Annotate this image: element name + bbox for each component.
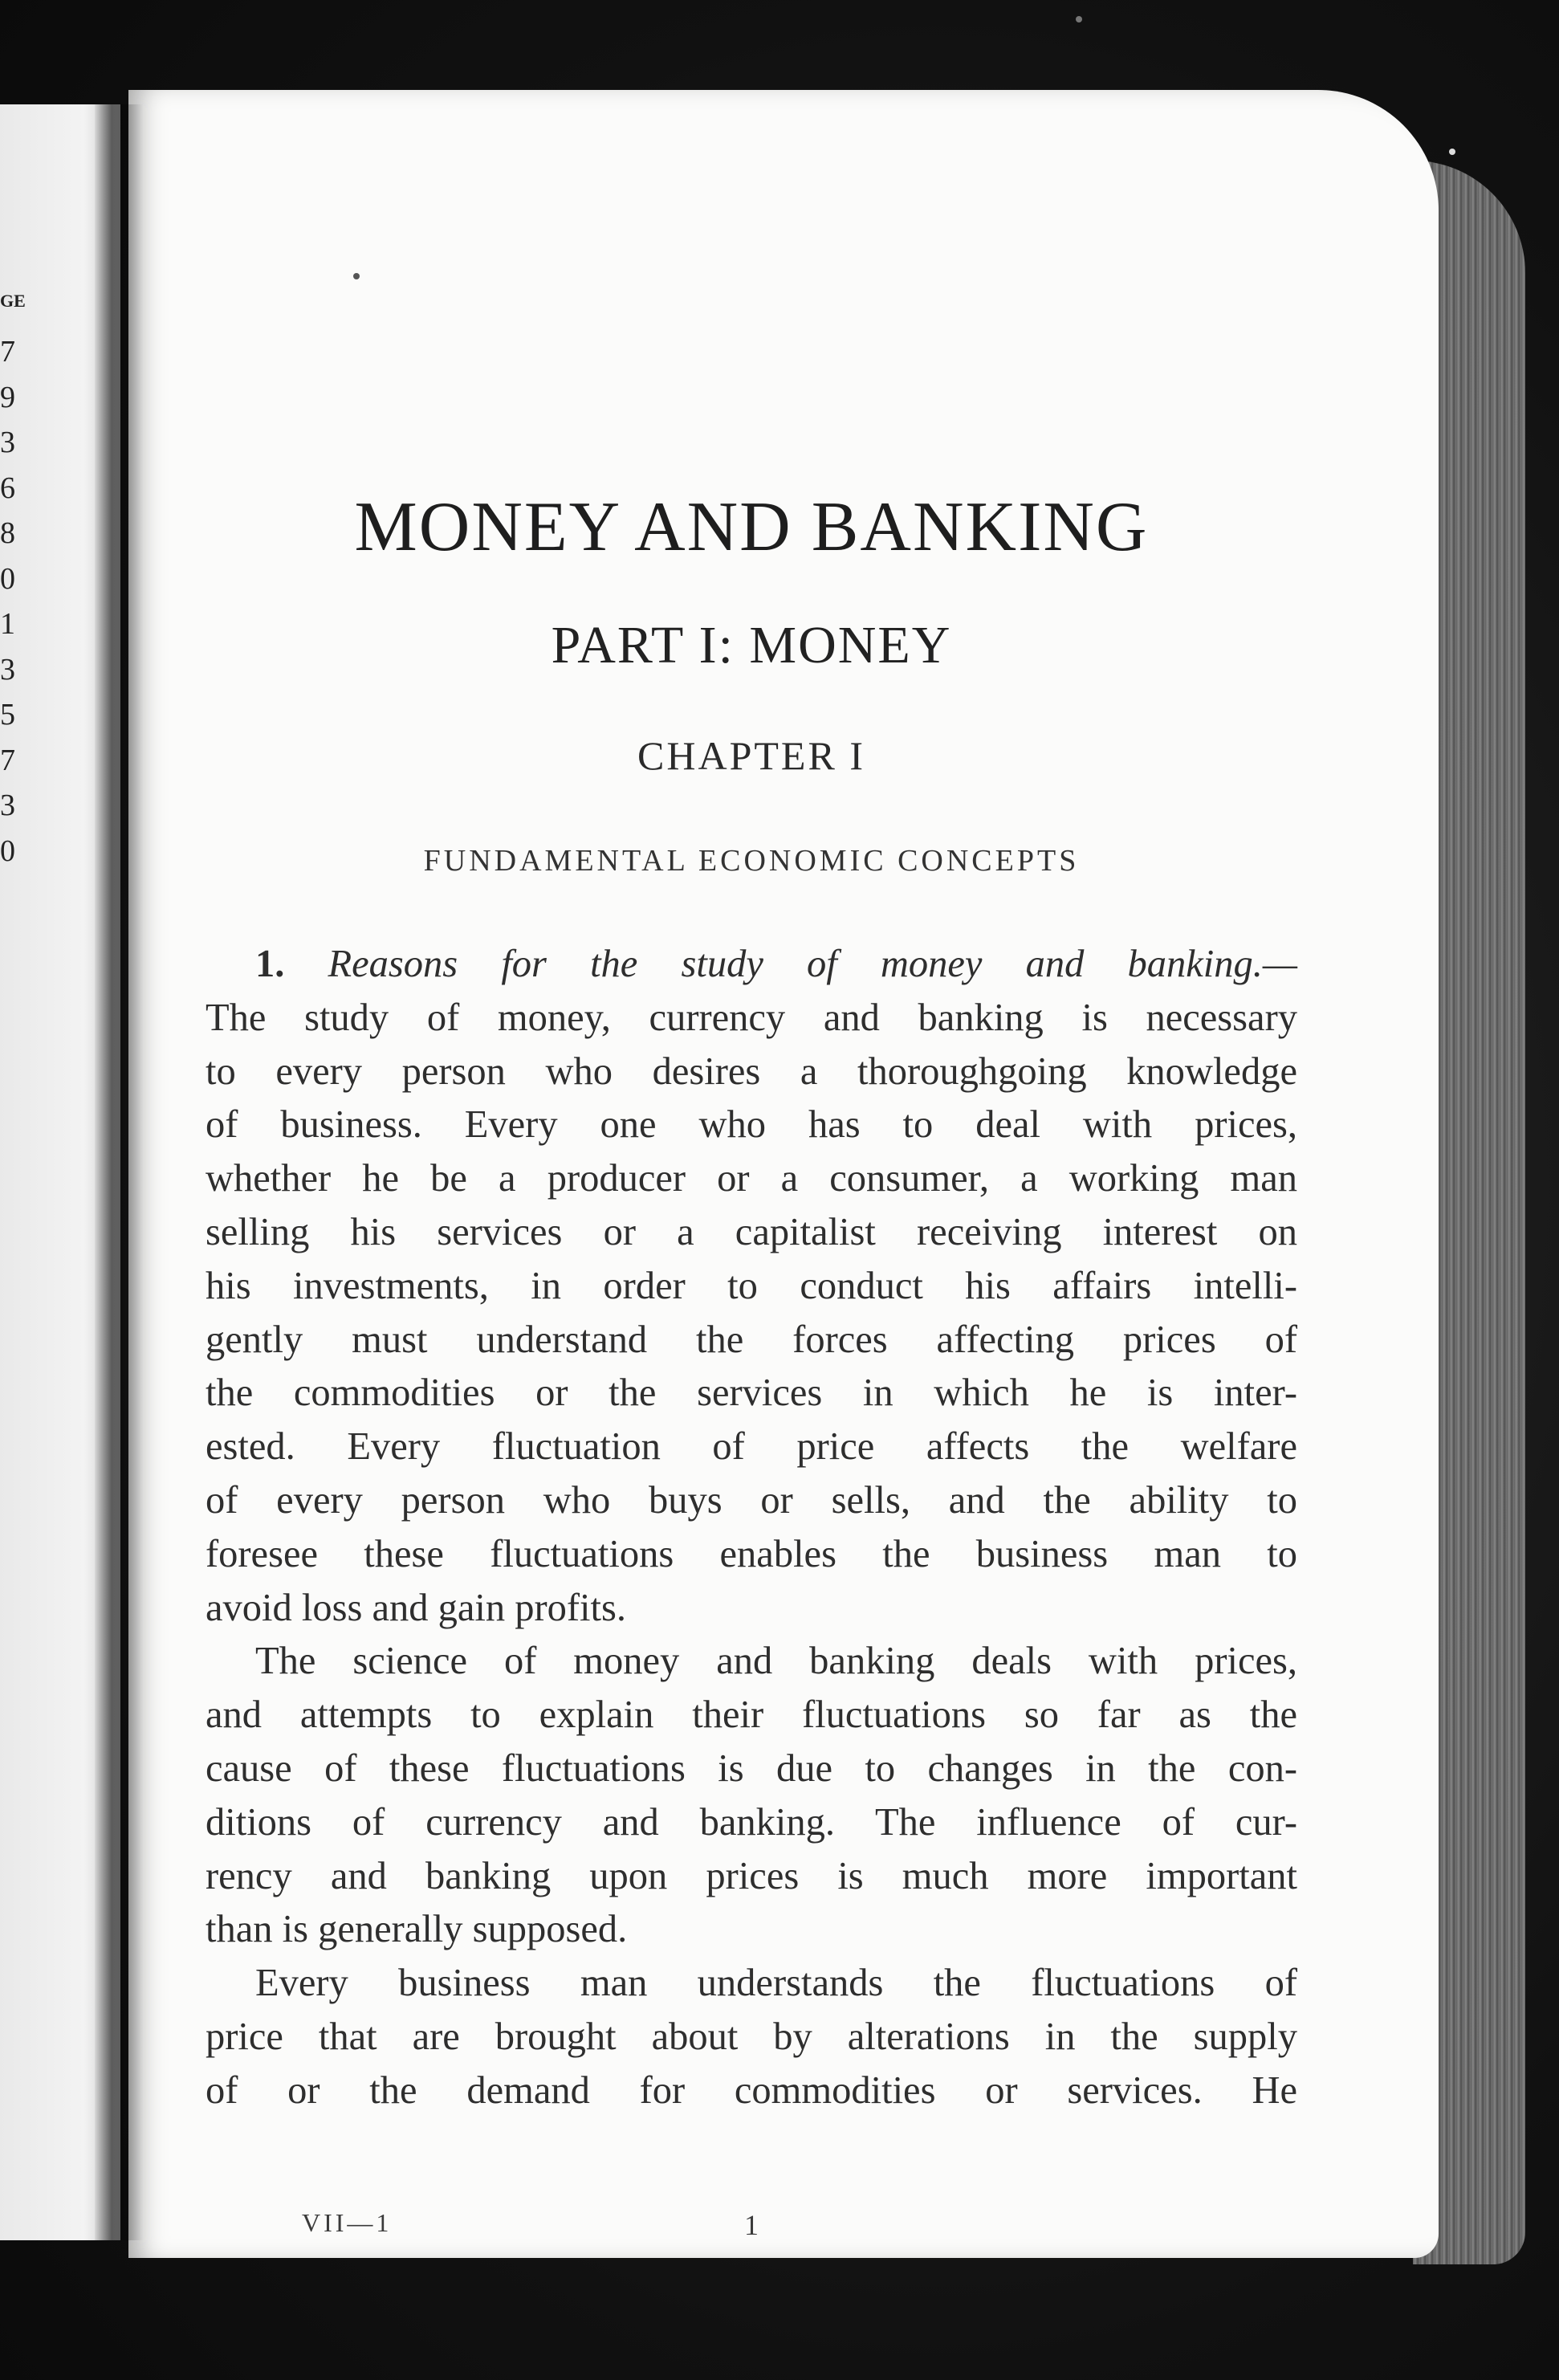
text-line: gently must understand the forces affecting prices of xyxy=(206,1318,1297,1361)
text-line: of every person who buys or sells, and the ability to xyxy=(206,1478,1297,1522)
text-line: rency and banking upon prices is much more important xyxy=(206,1854,1297,1897)
text-line: avoid loss and gain profits. xyxy=(206,1586,627,1629)
previous-page-number: 7 xyxy=(0,743,15,777)
previous-page-number: 3 xyxy=(0,789,15,822)
section-number: 1. xyxy=(255,943,285,985)
text-line: The science of money and banking deals with prices, xyxy=(255,1640,1297,1683)
body-text xyxy=(206,938,1297,2118)
chapter-subtitle: FUNDAMENTAL ECONOMIC CONCEPTS xyxy=(423,844,1080,878)
book-title: MONEY AND BANKING xyxy=(354,488,1149,566)
text-line: and attempts to explain their fluctuations so far as the xyxy=(206,1693,1297,1737)
previous-page-number: 5 xyxy=(0,698,15,732)
text-line: than is generally supposed. xyxy=(206,1908,628,1951)
text-line: Every business man understands the fluctuations of xyxy=(255,1962,1297,2005)
previous-page-number: 3 xyxy=(0,426,15,459)
text-line: the commodities or the services in which he is inter- xyxy=(206,1371,1297,1415)
text-line: whether he be a producer or a consumer, a working man xyxy=(206,1157,1297,1200)
text-line: to every person who desires a thoroughgoing knowledge xyxy=(206,1049,1297,1093)
previous-page-number: 6 xyxy=(0,471,15,505)
section-heading-line xyxy=(206,938,1297,992)
gutter-shadow xyxy=(95,104,143,2240)
previous-page-number: 9 xyxy=(0,380,15,414)
text-line: selling his services or a capitalist receiving interest on xyxy=(206,1210,1297,1253)
text-line: The study of money, currency and banking is necessary xyxy=(206,996,1297,1039)
page-number: 1 xyxy=(744,2209,759,2241)
text-line: cause of these fluctuations is due to changes in the con- xyxy=(206,1746,1297,1790)
chapter-heading: CHAPTER I xyxy=(637,733,865,778)
text-line: his investments, in order to conduct his affairs intelli- xyxy=(206,1264,1297,1307)
previous-page-number: 0 xyxy=(0,833,15,868)
section-title: Reasons for the study of money and banking.— xyxy=(328,943,1298,985)
part-heading: PART I: MONEY xyxy=(551,616,952,674)
previous-page-number: 8 xyxy=(0,516,15,550)
previous-page-numbers xyxy=(0,289,32,874)
text-line: of business. Every one who has to deal with prices, xyxy=(206,1103,1297,1147)
text-line: of or the demand for commodities or services. He xyxy=(206,2068,1297,2112)
dust-speck xyxy=(1076,16,1082,22)
text-line: price that are brought about by alterations in the supply xyxy=(206,2015,1297,2058)
previous-page-number: 1 xyxy=(0,607,15,641)
dust-speck xyxy=(1449,149,1455,155)
previous-page-number: 3 xyxy=(0,652,15,687)
text-line: ditions of currency and banking. The influence of cur- xyxy=(206,1800,1297,1844)
book-page xyxy=(128,90,1439,2258)
signature-mark: VII—1 xyxy=(302,2208,393,2237)
dust-speck xyxy=(353,273,360,279)
previous-page-number: 0 xyxy=(0,561,15,596)
text-line: ested. Every fluctuation of price affects the welfare xyxy=(206,1425,1297,1469)
previous-page-number: 7 xyxy=(0,335,15,369)
text-line: foresee these fluctuations enables the business man to xyxy=(206,1532,1297,1575)
previous-page-header: GE xyxy=(0,291,26,311)
